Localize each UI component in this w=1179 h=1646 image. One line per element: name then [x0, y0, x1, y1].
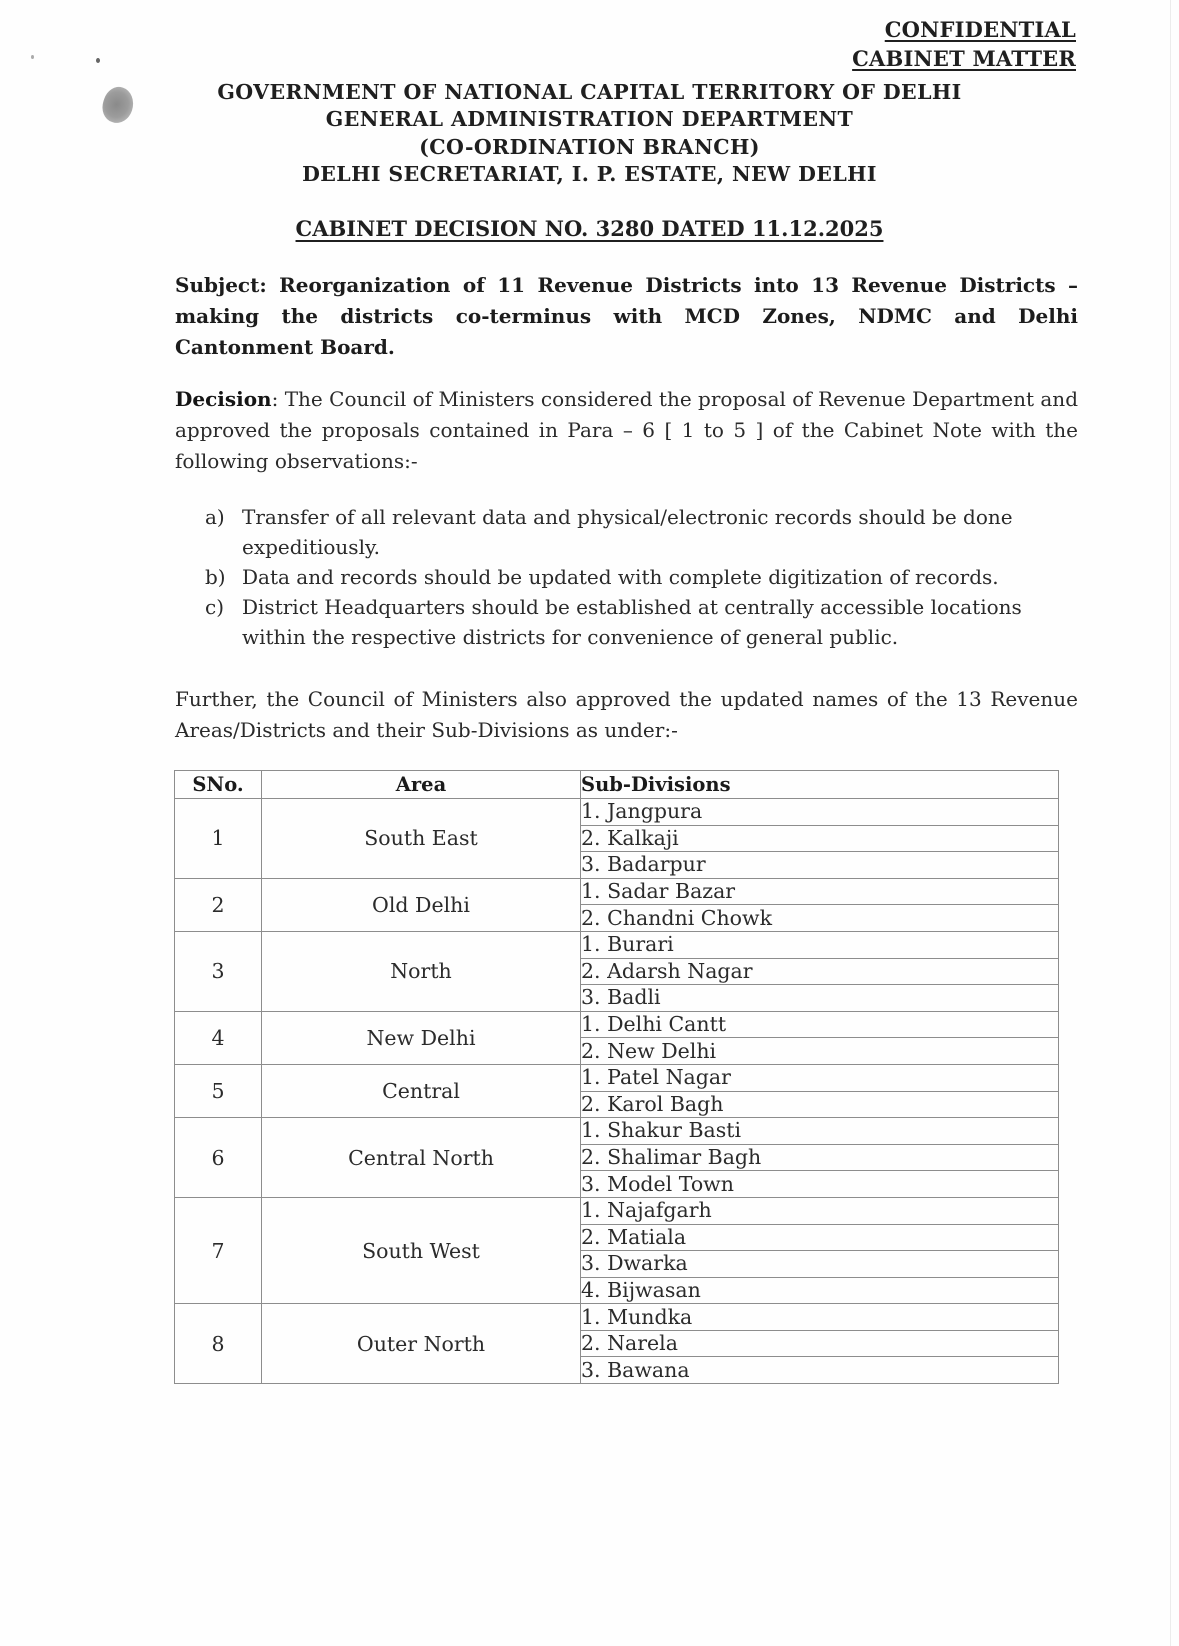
observation-label: a): [205, 505, 225, 529]
subdivision-cell: 1. Mundka: [581, 1304, 1059, 1331]
area-cell: Central: [262, 1064, 581, 1117]
sno-cell: 5: [175, 1064, 262, 1117]
area-cell: Central North: [262, 1118, 581, 1198]
subdivision-cell: 3. Dwarka: [581, 1251, 1059, 1278]
sno-cell: 7: [175, 1197, 262, 1303]
table-header-row: [175, 771, 1059, 799]
subdivision-cell: 3. Bawana: [581, 1357, 1059, 1384]
subdivision-cell: 1. Jangpura: [581, 799, 1059, 826]
speck-mark: [31, 55, 34, 59]
decision-label: Decision: [175, 387, 272, 411]
page-edge: [1170, 0, 1171, 1646]
subdivision-cell: 1. Shakur Basti: [581, 1118, 1059, 1145]
cabinet-decision-number: CABINET DECISION NO. 3280 DATED 11.12.2025: [295, 216, 884, 241]
speck-mark: [96, 58, 100, 63]
observation-label: c): [205, 595, 225, 619]
table-row: [175, 1118, 1059, 1145]
sno-cell: 2: [175, 878, 262, 931]
sno-cell: 6: [175, 1118, 262, 1198]
area-cell: North: [262, 931, 581, 1011]
table-row: [175, 1304, 1059, 1331]
cabinet-matter-label: CABINET MATTER: [852, 46, 1076, 71]
area-cell: New Delhi: [262, 1011, 581, 1064]
area-cell: South West: [262, 1197, 581, 1303]
address-heading: DELHI SECRETARIAT, I. P. ESTATE, NEW DELHI: [302, 162, 877, 186]
observation-text: Transfer of all relevant data and physical/electronic records should be done expeditiously.: [242, 505, 1013, 559]
subdivision-cell: 2. New Delhi: [581, 1038, 1059, 1065]
header-subdivisions: Sub-Divisions: [581, 771, 1059, 799]
subdivision-cell: 1. Sadar Bazar: [581, 878, 1059, 905]
area-cell: South East: [262, 799, 581, 879]
table-body: [175, 799, 1059, 1384]
area-cell: Old Delhi: [262, 878, 581, 931]
subdivision-cell: 2. Matiala: [581, 1224, 1059, 1251]
subdivision-cell: 3. Badarpur: [581, 852, 1059, 879]
subdivision-cell: 3. Model Town: [581, 1171, 1059, 1198]
subdivision-cell: 1. Patel Nagar: [581, 1064, 1059, 1091]
districts-table: [174, 770, 1059, 1384]
branch-heading: (CO-ORDINATION BRANCH): [419, 135, 760, 159]
further-paragraph: Further, the Council of Ministers also approved the updated names of the 13 Revenue Areas/Districts and their Sub-Divisions as under:-: [175, 687, 1078, 742]
subdivision-cell: 2. Chandni Chowk: [581, 905, 1059, 932]
decision-paragraph: [175, 384, 1078, 477]
subdivision-cell: 2. Kalkaji: [581, 825, 1059, 852]
subdivision-cell: 2. Adarsh Nagar: [581, 958, 1059, 985]
observation-item: [205, 562, 1078, 592]
confidential-label: CONFIDENTIAL: [884, 17, 1076, 42]
sno-cell: 4: [175, 1011, 262, 1064]
sno-cell: 3: [175, 931, 262, 1011]
subdivision-cell: 1. Najafgarh: [581, 1197, 1059, 1224]
observations-list: [205, 502, 1078, 652]
subdivision-cell: 4. Bijwasan: [581, 1277, 1059, 1304]
department-heading: GENERAL ADMINISTRATION DEPARTMENT: [325, 107, 854, 131]
header-sno: SNo.: [175, 771, 262, 799]
table-row: [175, 1011, 1059, 1038]
observation-text: Data and records should be updated with complete digitization of records.: [242, 565, 999, 589]
observation-text: District Headquarters should be established at centrally accessible locations within the respective districts for convenience of general public.: [242, 595, 1022, 649]
subdivision-cell: 2. Shalimar Bagh: [581, 1144, 1059, 1171]
subdivision-cell: 1. Burari: [581, 931, 1059, 958]
subject-paragraph: Subject: Reorganization of 11 Revenue Districts into 13 Revenue Districts – making the districts co-terminus with MCD Zones, NDMC and Delhi Cantonment Board.: [175, 273, 1078, 359]
government-heading: GOVERNMENT OF NATIONAL CAPITAL TERRITORY OF DELHI: [217, 80, 962, 104]
subdivision-cell: 2. Karol Bagh: [581, 1091, 1059, 1118]
area-cell: Outer North: [262, 1304, 581, 1384]
table-row: [175, 1064, 1059, 1091]
decision-text: : The Council of Ministers considered the proposal of Revenue Department and approved the proposals contained in Para – 6 [ 1 to 5 ] of the Cabinet Note with the following observations:-: [175, 387, 1078, 473]
subdivision-cell: 1. Delhi Cantt: [581, 1011, 1059, 1038]
header-area: Area: [262, 771, 581, 799]
observation-label: b): [205, 565, 226, 589]
subdivision-cell: 2. Narela: [581, 1330, 1059, 1357]
subdivision-cell: 3. Badli: [581, 985, 1059, 1012]
sno-cell: 8: [175, 1304, 262, 1384]
table-row: [175, 1197, 1059, 1224]
observation-item: [205, 592, 1078, 652]
table-row: [175, 799, 1059, 826]
table-row: [175, 878, 1059, 905]
table-row: [175, 931, 1059, 958]
sno-cell: 1: [175, 799, 262, 879]
observation-item: [205, 502, 1078, 562]
